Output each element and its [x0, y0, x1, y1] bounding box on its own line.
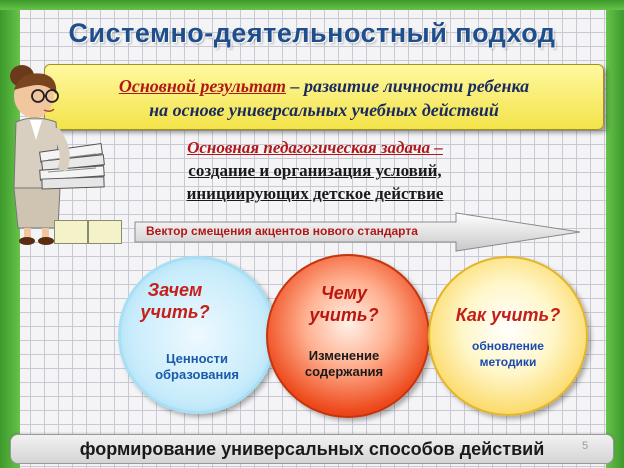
- slide-title: Системно-деятельностный подход: [68, 18, 556, 48]
- task-line2: инициирующих детское действие: [186, 184, 444, 203]
- decor-square-1: [54, 220, 88, 244]
- circle-how: [428, 256, 588, 416]
- result-rest: – развитие личности ребенка: [285, 76, 530, 96]
- task-line1: создание и организация условий,: [188, 161, 442, 180]
- result-highlight: Основной результат: [118, 76, 286, 96]
- what-answer-line2: содержания: [304, 364, 384, 379]
- how-answer-line2: методики: [479, 355, 537, 369]
- vector-label: Вектор смещения акцентов нового стандарта: [146, 224, 418, 238]
- teacher-with-papers-icon: [0, 60, 120, 245]
- how-answer-line1: обновление: [472, 339, 544, 353]
- why-answer-line1: Ценности: [166, 351, 228, 366]
- circle-why: [118, 256, 276, 414]
- circle-how-question: Как учить?: [455, 305, 561, 325]
- circle-how-answer: [430, 338, 586, 370]
- circle-why-answer: [121, 351, 273, 383]
- task-heading: Основная педагогическая задача: [187, 138, 431, 157]
- bottom-bar: формирование универсальных способов действий: [10, 434, 614, 464]
- decor-square-2: [88, 220, 122, 244]
- result-line2: на основе универсальных учебных действий: [149, 100, 499, 120]
- frame-right: [606, 0, 624, 468]
- what-question-line2: учить?: [309, 305, 379, 325]
- task-dash: –: [430, 138, 443, 157]
- page-number: 5: [582, 440, 589, 452]
- circle-what-answer: [264, 348, 424, 380]
- why-answer-line2: образования: [155, 367, 239, 382]
- what-question-line1: Чему: [320, 283, 368, 303]
- result-box: [44, 64, 604, 130]
- frame-top: [0, 0, 624, 10]
- circle-what-question: [264, 282, 424, 326]
- circle-why-question: [99, 279, 251, 323]
- pedagogical-task: [130, 136, 500, 205]
- why-question-text: Зачем учить?: [140, 280, 210, 322]
- what-answer-line1: Изменение: [308, 348, 380, 363]
- circle-what: [266, 254, 430, 418]
